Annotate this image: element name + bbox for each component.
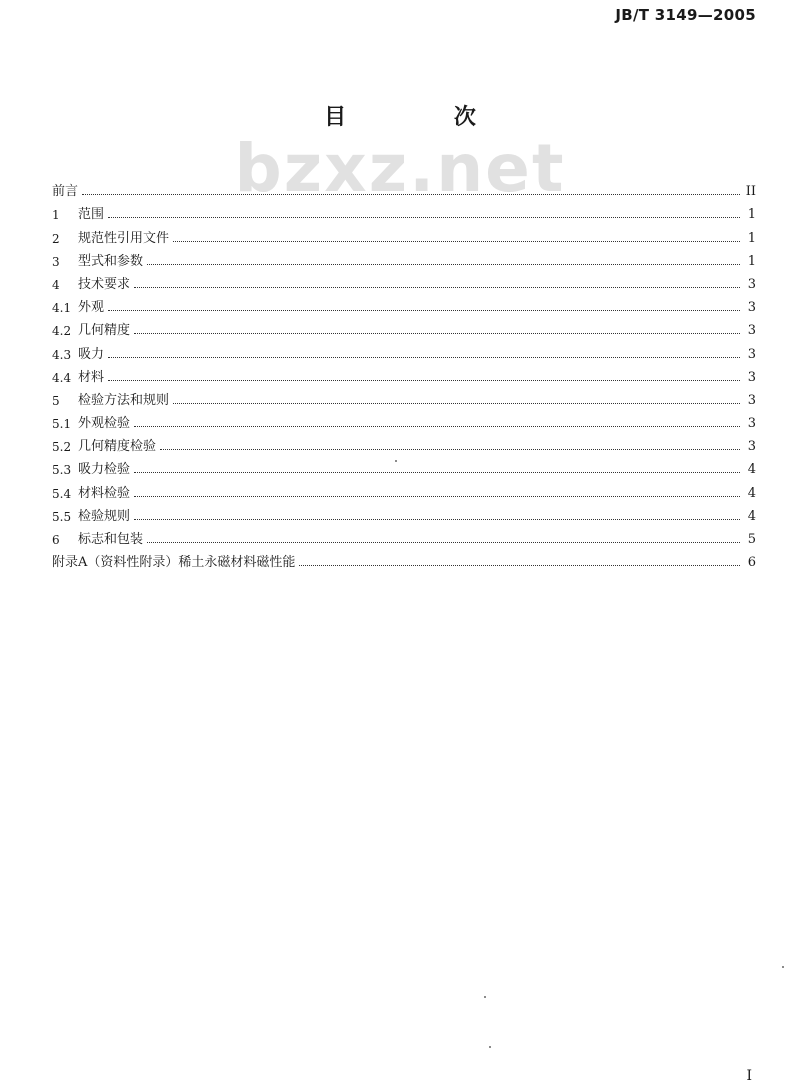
dot-leader [108, 380, 740, 381]
toc-entry[interactable] [52, 337, 756, 360]
toc-entry-label: 外观 [78, 300, 105, 316]
dot-leader [82, 194, 740, 195]
dot-leader [134, 472, 740, 473]
toc-entry-label: 规范性引用文件 [78, 230, 170, 246]
toc-entry-page: 1 [747, 253, 756, 269]
toc-entry-label: 型式和参数 [78, 253, 144, 269]
toc-entry-label: 附录A（资料性附录）稀土永磁材料磁性能 [52, 555, 296, 571]
toc-entry-page: 4 [747, 485, 756, 501]
dot-leader [108, 310, 740, 311]
toc-entry[interactable] [52, 523, 756, 546]
toc-entry[interactable] [52, 453, 756, 476]
dot-leader [160, 449, 740, 450]
toc-entry-number: 2 [52, 231, 60, 246]
dot-leader [173, 403, 740, 404]
toc-entry-label: 材料检验 [78, 485, 131, 501]
toc-entry-number: 6 [52, 533, 60, 547]
table-of-contents [52, 175, 756, 569]
dot-leader [299, 565, 740, 566]
toc-entry-number: 5.4 [52, 486, 72, 501]
toc-entry[interactable] [52, 546, 756, 569]
toc-entry-page: 3 [747, 300, 756, 316]
toc-entry[interactable] [52, 407, 756, 430]
toc-entry-number: 4.2 [52, 324, 72, 339]
scan-speck [489, 1046, 491, 1048]
toc-entry-page: 3 [747, 416, 756, 432]
toc-entry-label: 吸力 [78, 346, 105, 362]
toc-entry-number: 5.1 [52, 417, 72, 432]
toc-entry[interactable] [52, 291, 756, 314]
toc-entry[interactable] [52, 221, 756, 244]
dot-leader [134, 287, 740, 288]
toc-entry[interactable] [52, 198, 756, 221]
dot-leader [134, 426, 740, 427]
toc-entry-number: 3 [52, 254, 60, 269]
toc-entry-label: 检验方法和规则 [78, 392, 170, 408]
scan-speck [782, 966, 784, 968]
toc-entry-page: II [745, 184, 756, 200]
toc-entry-page: 3 [747, 392, 756, 408]
toc-entry[interactable] [52, 361, 756, 384]
toc-entry[interactable] [52, 476, 756, 499]
toc-entry-label: 吸力检验 [78, 462, 131, 478]
toc-entry-label: 检验规则 [78, 508, 131, 524]
toc-entry-number: 5.2 [52, 440, 72, 455]
toc-entry-page: 4 [747, 508, 756, 524]
toc-entry-number: 5.5 [52, 509, 72, 524]
toc-entry[interactable] [52, 314, 756, 337]
toc-entry-number: 5 [52, 393, 60, 408]
toc-entry-number: 5.3 [52, 463, 72, 478]
toc-entry-label: 材料 [78, 369, 105, 385]
toc-entry[interactable] [52, 500, 756, 523]
toc-entry-page: 3 [747, 276, 756, 292]
toc-entry[interactable] [52, 268, 756, 291]
toc-entry-page: 3 [747, 369, 756, 385]
toc-entry[interactable] [52, 175, 756, 198]
toc-entry-label: 范围 [78, 207, 105, 223]
toc-entry-page: 5 [747, 532, 756, 547]
toc-entry[interactable] [52, 430, 756, 453]
toc-entry-page: 1 [747, 230, 756, 246]
toc-entry-number: 4.1 [52, 301, 72, 316]
dot-leader [134, 496, 740, 497]
toc-entry-page: 6 [747, 555, 756, 571]
toc-entry-page: 4 [747, 462, 756, 478]
toc-entry-label: 标志和包装 [78, 532, 144, 547]
watermark: bzxz.net [234, 130, 566, 207]
toc-entry[interactable] [52, 245, 756, 268]
toc-entry-number: 1 [52, 208, 60, 223]
toc-entry-page: 3 [747, 346, 756, 362]
toc-entry-label: 几何精度检验 [78, 439, 157, 455]
toc-entry-number: 4.4 [52, 370, 72, 385]
dot-leader [108, 217, 740, 218]
toc-entry-number: 4.3 [52, 347, 72, 362]
dot-leader [108, 357, 740, 358]
toc-entry-page: 3 [747, 323, 756, 339]
scan-speck [484, 996, 486, 998]
dot-leader [147, 264, 740, 265]
toc-entry[interactable] [52, 384, 756, 407]
page-title: 目 次 [324, 104, 526, 130]
dot-leader [134, 333, 740, 334]
toc-entry-page: 1 [747, 207, 756, 223]
toc-entry-label: 前言 [52, 184, 79, 200]
toc-entry-page: 3 [747, 439, 756, 455]
dot-leader [147, 542, 740, 543]
footer-page-number: I [746, 1068, 752, 1084]
toc-entry-label: 几何精度 [78, 323, 131, 339]
dot-leader [173, 241, 740, 242]
dot-leader [134, 519, 740, 520]
toc-entry-label: 外观检验 [78, 416, 131, 432]
toc-entry-number: 4 [52, 277, 60, 292]
standard-number: JB/T 3149—2005 [615, 6, 756, 24]
toc-entry-label: 技术要求 [78, 276, 131, 292]
